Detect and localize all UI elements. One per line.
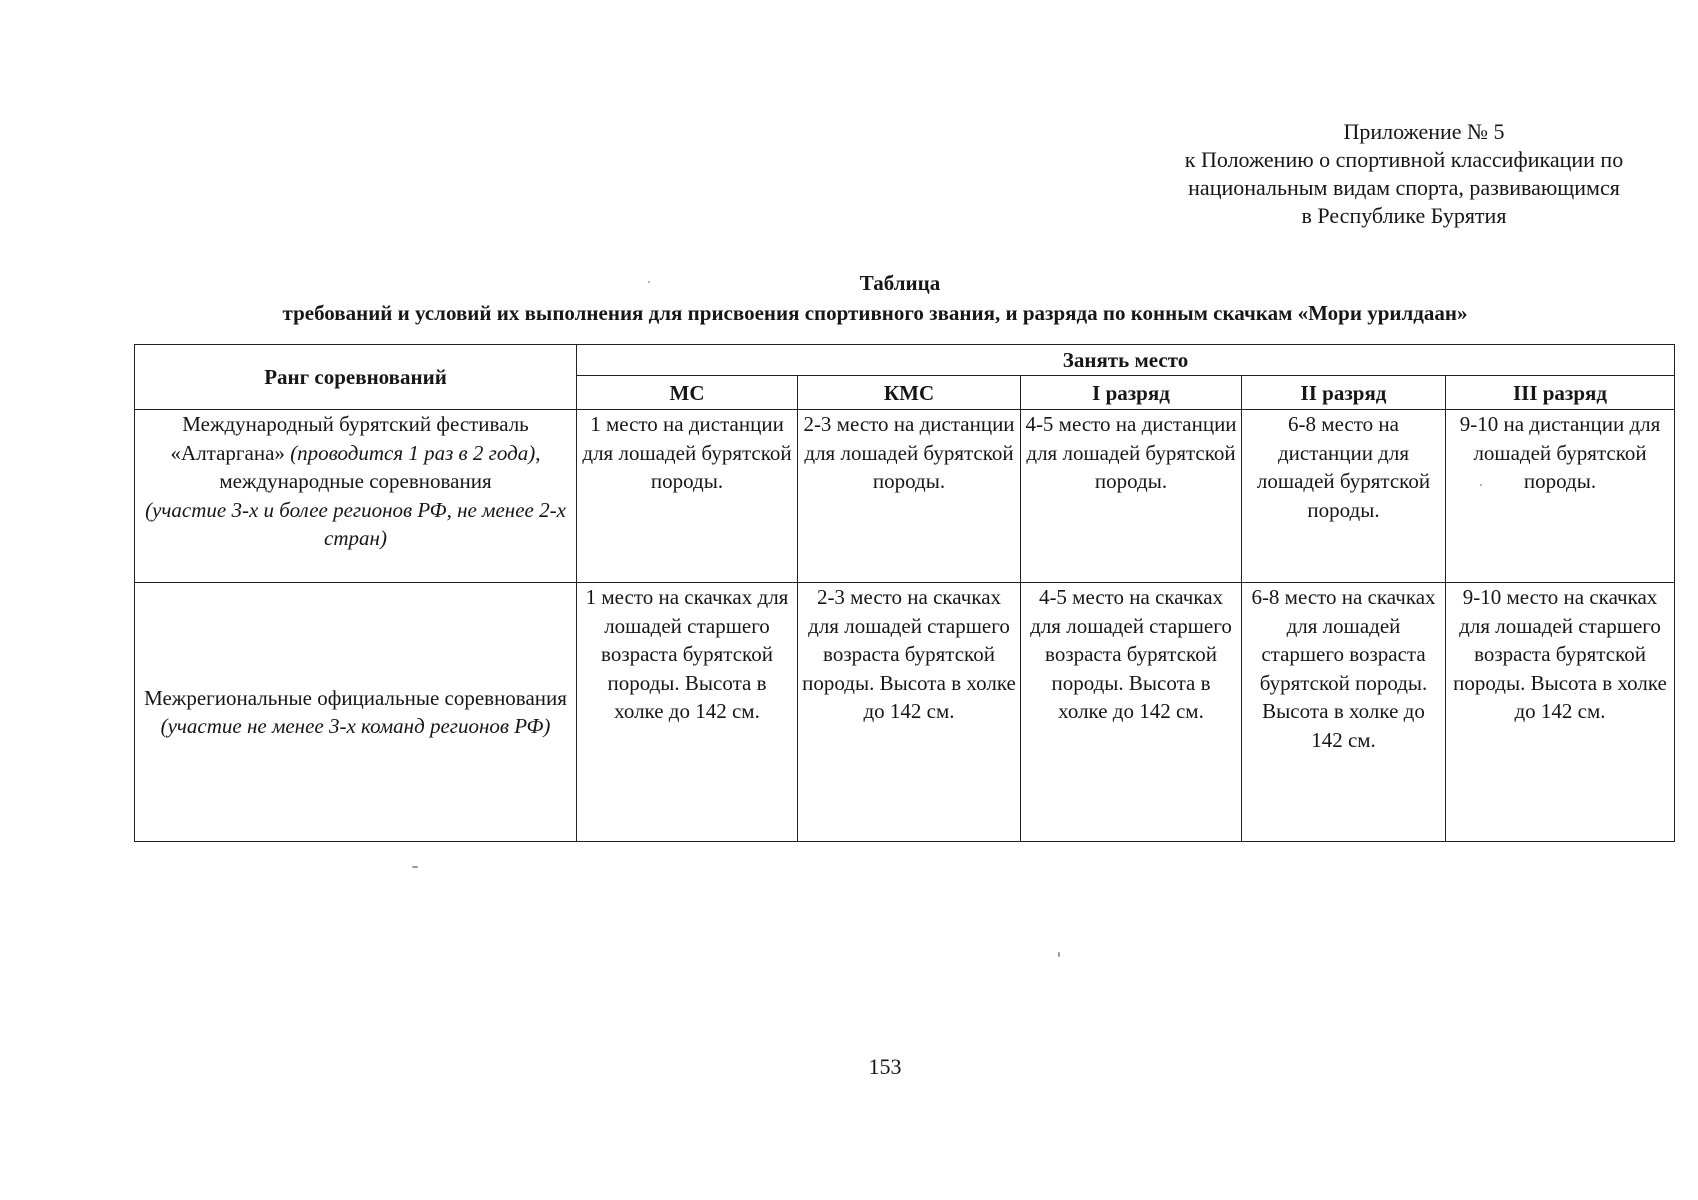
rank-cell: [135, 410, 577, 583]
column-header-ms: МС: [577, 376, 798, 410]
column-header-kms: КМС: [798, 376, 1021, 410]
cell-ms: 1 место на скачках для лошадей старшего возраста бурятской породы. Высота в холке до 142 см.: [577, 583, 798, 842]
rank-text: международные соревнования: [219, 469, 492, 493]
cell-rank-3: 9-10 место на скачках для лошадей старшего возраста бурятской породы. Высота в холке до 142 см.: [1446, 583, 1675, 842]
cell-kms: 2-3 место на скачках для лошадей старшего возраста бурятской породы. Высота в холке до 142 см.: [798, 583, 1021, 842]
cell-rank-3: 9-10 на дистанции для лошадей бурятской породы.: [1446, 410, 1675, 583]
rank-header: Ранг соревнований: [135, 345, 577, 410]
rank-text: ,: [535, 440, 541, 465]
appendix-line: национальным видам спорта, развивающимся: [1188, 175, 1620, 200]
page-number: 153: [868, 1054, 902, 1079]
appendix-line: к Положению о спортивной классификации по: [1184, 147, 1624, 172]
cell-rank-1: 4-5 место на скачках для лошадей старшего возраста бурятской породы. Высота в холке до 142 см.: [1021, 583, 1242, 842]
column-header-rank-2: II разряд: [1242, 376, 1446, 410]
rank-note: (участие не менее 3-х команд регионов РФ): [160, 714, 551, 738]
appendix-header: [1124, 118, 1684, 230]
scan-speck: [412, 866, 418, 868]
requirements-table: [134, 344, 1675, 842]
table-row: [135, 583, 1675, 842]
scan-speck: [648, 281, 650, 283]
column-header-rank-3: III разряд: [1446, 376, 1675, 410]
scan-speck: [1480, 484, 1482, 486]
rank-note: (проводится 1 раз в 2 года): [290, 440, 536, 465]
cell-kms: 2-3 место на дистанции для лошадей бурятской породы.: [798, 410, 1021, 583]
cell-ms: 1 место на дистанции для лошадей бурятской породы.: [577, 410, 798, 583]
cell-rank-1: 4-5 место на дистанции для лошадей бурятской породы.: [1021, 410, 1242, 583]
title-subtitle: требований и условий их выполнения для присвоения спортивного звания, и разряда по конным скачкам «Мори урилдаан»: [282, 301, 1468, 325]
cell-rank-2: 6-8 место на скачках для лошадей старшего возраста бурятской породы. Высота в холке до 142 см.: [1242, 583, 1446, 842]
rank-cell: [135, 583, 577, 842]
place-header: Занять место: [577, 345, 1675, 376]
appendix-line: в Республике Бурятия: [1301, 203, 1507, 228]
rank-note: (участие 3-х и более регионов РФ, не менее 2-х стран): [145, 497, 566, 550]
rank-text: Международный бурятский фестиваль «Алтаргана»: [170, 412, 529, 465]
table-row: [135, 410, 1675, 583]
column-header-rank-1: I разряд: [1021, 376, 1242, 410]
scan-speck: [1058, 952, 1060, 957]
title-word: Таблица: [859, 271, 941, 295]
appendix-number: Приложение № 5: [1343, 119, 1505, 144]
rank-text: Межрегиональные официальные соревнования: [144, 685, 567, 710]
cell-rank-2: 6-8 место на дистанции для лошадей бурятской породы.: [1242, 410, 1446, 583]
table-title: [160, 268, 1590, 328]
